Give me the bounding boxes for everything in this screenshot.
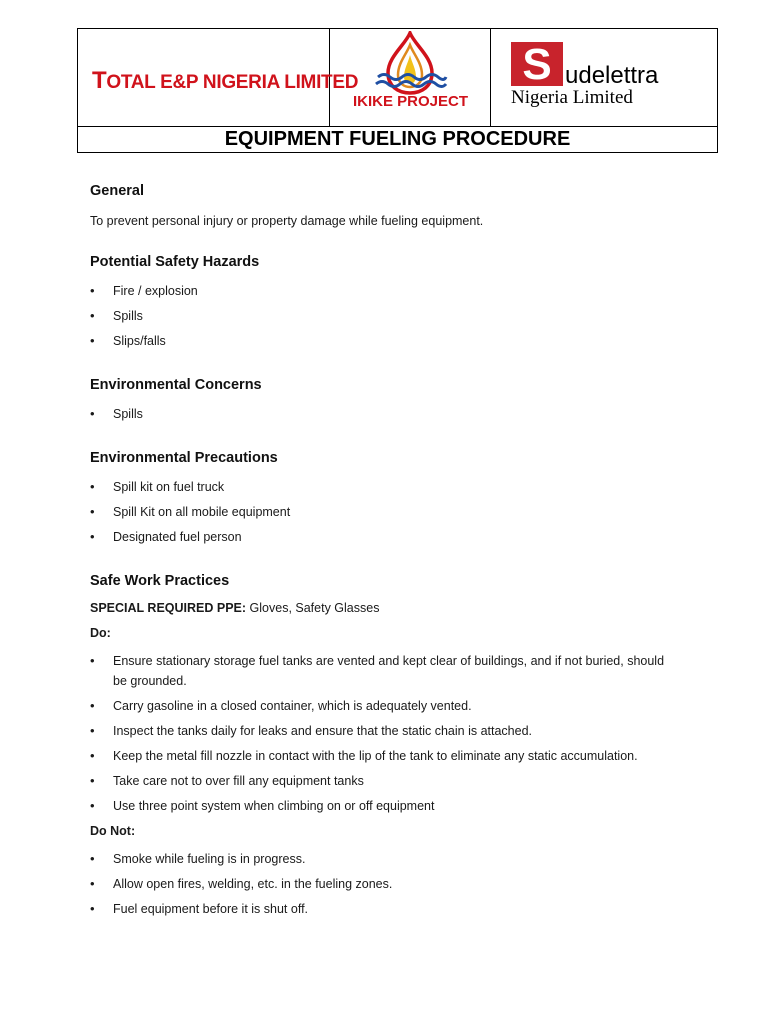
do-not-list: [90, 849, 680, 919]
list-item: • Spill Kit on all mobile equipment: [90, 502, 680, 522]
list-item: • Spills: [90, 404, 680, 424]
section-heading: Environmental Precautions: [90, 450, 278, 466]
ikike-project-label: IKIKE PROJECT: [352, 93, 469, 110]
list-item: • Designated fuel person: [90, 527, 680, 547]
header-logo-row: [78, 29, 717, 127]
sudelettra-logo-cell: [491, 29, 719, 126]
paragraph: To prevent personal injury or property damage while fueling equipment.: [90, 214, 484, 228]
bullet-list: [90, 404, 680, 424]
list-item: • Smoke while fueling is in progress.: [90, 849, 680, 869]
sudelettra-s-letter: S: [522, 42, 552, 86]
list-item: • Spill kit on fuel truck: [90, 477, 680, 497]
ppe-value: Gloves, Safety Glasses: [246, 601, 380, 615]
do-list: [90, 651, 680, 816]
do-label: Do:: [90, 626, 111, 640]
list-item: • Slips/falls: [90, 331, 680, 351]
bullet-list: [90, 281, 680, 351]
list-item: • Fuel equipment before it is shut off.: [90, 899, 680, 919]
list-item: • Ensure stationary storage fuel tanks are vented and kept clear of buildings, and if not buried, should be grounded.: [90, 651, 680, 691]
sudelettra-subtitle: Nigeria Limited: [511, 87, 633, 108]
list-item: • Take care not to over fill any equipment tanks: [90, 771, 680, 791]
do-not-label: Do Not:: [90, 824, 136, 838]
document-header: [77, 28, 718, 153]
section-env-concerns: [90, 377, 680, 424]
ikike-flame-logo-icon: [372, 31, 449, 95]
total-logo: TOTAL E&P NIGERIA LIMITED: [92, 67, 359, 94]
section-safe-work: [90, 573, 680, 919]
ikike-logo-cell: [330, 29, 491, 126]
section-heading: Environmental Concerns: [90, 377, 262, 393]
list-item: • Fire / explosion: [90, 281, 680, 301]
list-item: • Keep the metal fill nozzle in contact with the lip of the tank to eliminate any static accumulation.: [90, 746, 680, 766]
section-heading: General: [90, 183, 144, 199]
section-general: [90, 183, 680, 231]
bullet-list: [90, 477, 680, 547]
sudelettra-s-logo-icon: [511, 42, 563, 86]
list-item: • Inspect the tanks daily for leaks and ensure that the static chain is attached.: [90, 721, 680, 741]
list-item: • Use three point system when climbing on or off equipment: [90, 796, 680, 816]
section-heading: Potential Safety Hazards: [90, 254, 260, 270]
ppe-line: [90, 598, 680, 618]
list-item: • Allow open fires, welding, etc. in the fueling zones.: [90, 874, 680, 894]
section-hazards: [90, 254, 680, 351]
total-logo-cell: [78, 29, 359, 126]
section-env-precautions: [90, 450, 680, 547]
sudelettra-wordmark: udelettra: [565, 62, 659, 89]
list-item: • Carry gasoline in a closed container, which is adequately vented.: [90, 696, 680, 716]
section-heading: Safe Work Practices: [90, 573, 230, 589]
ppe-label: SPECIAL REQUIRED PPE:: [90, 601, 247, 615]
list-item: • Spills: [90, 306, 680, 326]
page-title: EQUIPMENT FUELING PROCEDURE: [224, 128, 571, 150]
